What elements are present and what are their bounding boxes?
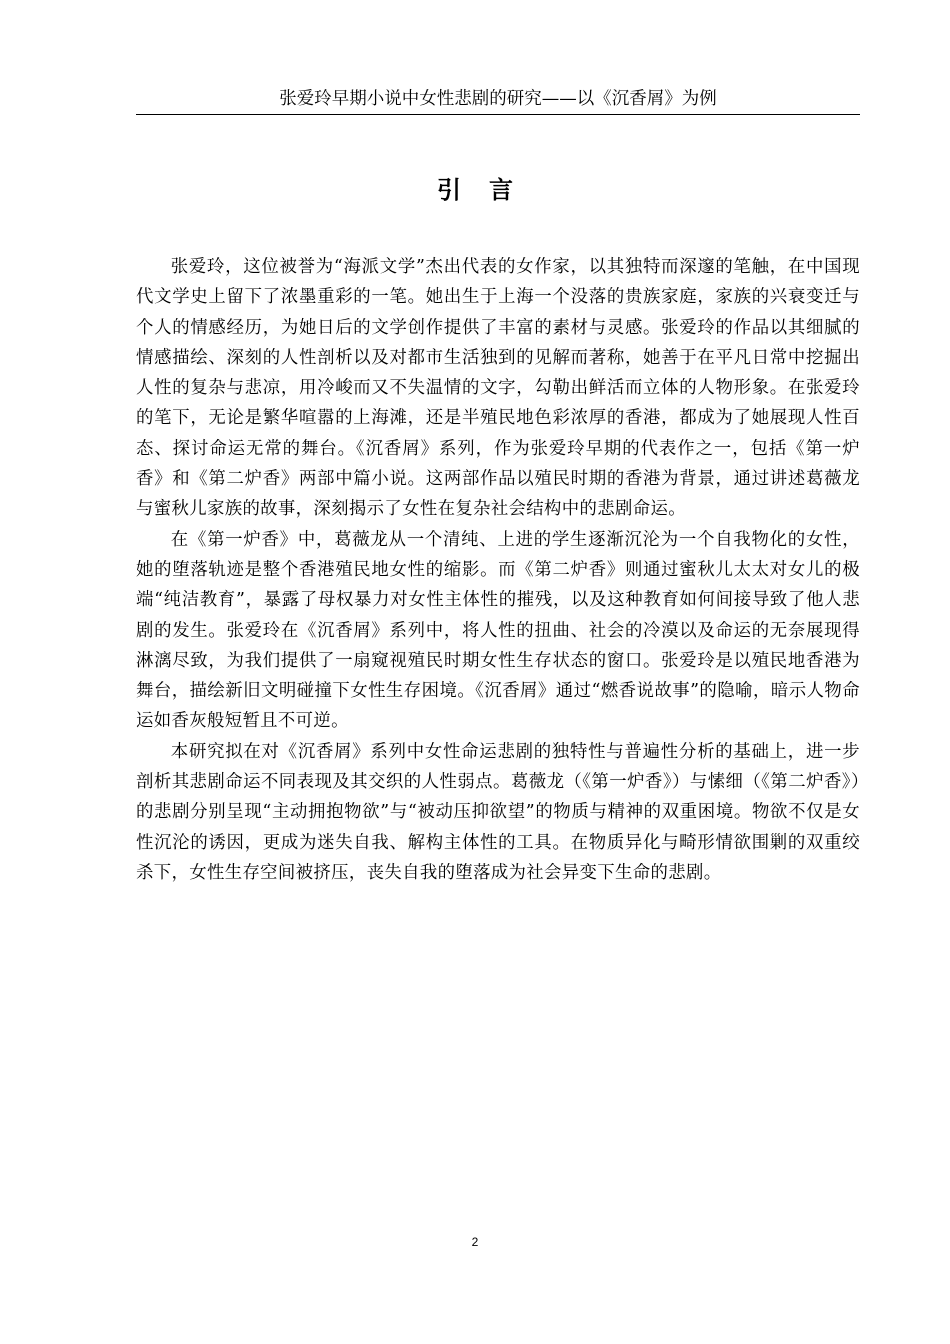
section-title: 引言 (437, 176, 541, 204)
page-number: 2 (471, 1235, 479, 1249)
running-header: 张爱玲早期小说中女性悲剧的研究——以《沉香屑》为例 (136, 86, 860, 115)
paragraph: 本研究拟在对《沉香屑》系列中女性命运悲剧的独特性与普遍性分析的基础上，进一步剖析其悲剧命运不同表现及其交织的人性弱点。葛薇龙（《第一炉香》）与愫细（《第二炉香》）的悲剧分别呈现“主动拥抱物欲”与“被动压抑欲望”的物质与精神的双重困境。物欲不仅是女性沉沦的诱因，更成为迷失自我、解构主体性的工具。在物质异化与畸形情欲围剿的双重绞杀下，女性生存空间被挤压，丧失自我的堕落成为社会异变下生命的悲剧。 (136, 741, 860, 883)
paragraph: 张爱玲，这位被誉为“海派文学”杰出代表的女作家，以其独特而深邃的笔触，在中国现代文学史上留下了浓墨重彩的一笔。她出生于上海一个没落的贵族家庭，家族的兴衰变迁与个人的情感经历，为她日后的文学创作提供了丰富的素材与灵感。张爱玲的作品以其细腻的情感描绘、深刻的人性剖析以及对都市生活独到的见解而著称，她善于在平凡日常中挖掘出人性的复杂与悲凉，用冷峻而又不失温情的文字，勾勒出鲜活而立体的人物形象。在张爱玲的笔下，无论是繁华喧嚣的上海滩，还是半殖民地色彩浓厚的香港，都成为了她展现人性百态、探讨命运无常的舞台。《沉香屑》系列，作为张爱玲早期的代表作之一，包括《第一炉香》和《第二炉香》两部中篇小说。这两部作品以殖民时期的香港为背景，通过讲述葛薇龙与蜜秋儿家族的故事，深刻揭示了女性在复杂社会结构中的悲剧命运。 (136, 257, 860, 520)
paragraph: 在《第一炉香》中，葛薇龙从一个清纯、上进的学生逐渐沉沦为一个自我物化的女性，她的堕落轨迹是整个香港殖民地女性的缩影。而《第二炉香》则通过蜜秋儿太太对女儿的极端“纯洁教育”，暴露了母权暴力对女性主体性的摧残，以及这种教育如何间接导致了他人悲剧的发生。张爱玲在《沉香屑》系列中，将人性的扭曲、社会的冷漠以及命运的无奈展现得淋漓尽致，为我们提供了一扇窥视殖民时期女性生存状态的窗口。张爱玲是以殖民地香港为舞台，描绘新旧文明碰撞下女性生存困境。《沉香屑》通过“燃香说故事”的隐喻，暗示人物命运如香灰般短暂且不可逆。 (136, 529, 860, 732)
body-text (136, 252, 860, 888)
